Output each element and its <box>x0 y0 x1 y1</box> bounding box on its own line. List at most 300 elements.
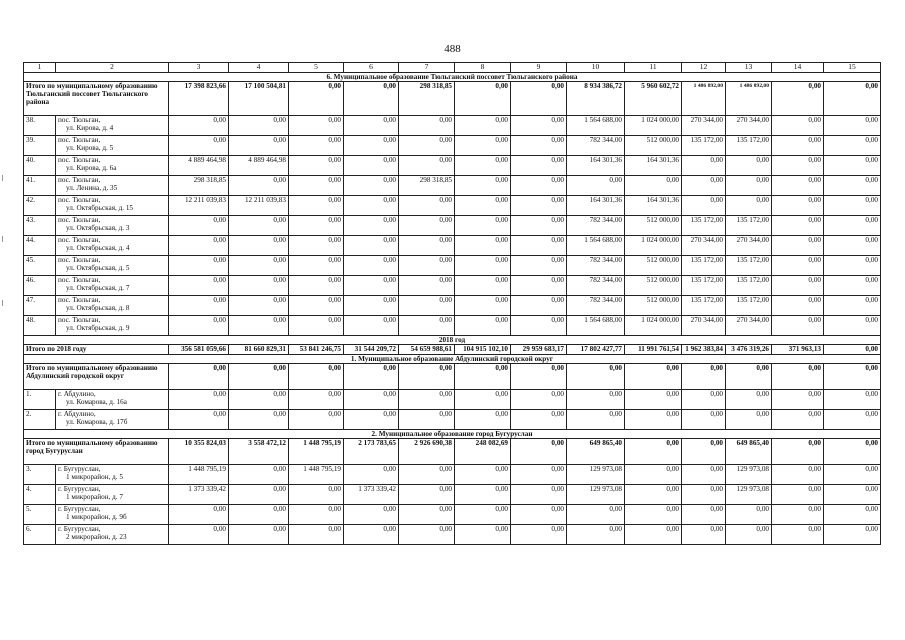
table-cell: 0,00 <box>229 364 289 390</box>
address-line: 2 микрорайон, д. 23 <box>66 533 127 541</box>
table-cell: 0,00 <box>824 216 881 236</box>
margin-mark <box>2 175 3 181</box>
table-cell: 0,00 <box>455 236 511 256</box>
table-cell: 0,00 <box>772 196 824 216</box>
row-index: 47. <box>24 296 56 316</box>
table-cell: 0,00 <box>682 390 726 410</box>
table-cell: 0,00 <box>682 196 726 216</box>
table-cell: 0,00 <box>824 410 881 430</box>
table-cell: 135 172,00 <box>682 296 726 316</box>
address-line: ул. Октябрьская, д. 9 <box>66 324 130 332</box>
row-index: 43. <box>24 216 56 236</box>
table-cell: 0,00 <box>824 136 881 156</box>
column-header: 13 <box>726 63 772 73</box>
table-cell: 164 301,36 <box>625 156 682 176</box>
table-cell: 0,00 <box>455 390 511 410</box>
table-cell: 0,00 <box>682 505 726 525</box>
table-cell: 0,00 <box>824 345 881 355</box>
table-cell: 0,00 <box>511 316 567 336</box>
table-cell: 0,00 <box>726 176 772 196</box>
table-cell: 0,00 <box>511 485 567 505</box>
table-cell: 0,00 <box>726 505 772 525</box>
table-cell: 0,00 <box>399 196 455 216</box>
table-cell: 0,00 <box>455 116 511 136</box>
table-cell: 0,00 <box>511 364 567 390</box>
table-cell: 5 960 602,72 <box>625 82 682 116</box>
table-cell: 512 000,00 <box>625 296 682 316</box>
year-header-row <box>24 336 881 345</box>
margin-mark <box>2 236 3 242</box>
table-cell: 0,00 <box>824 196 881 216</box>
table-cell: 0,00 <box>567 176 625 196</box>
table-cell: 0,00 <box>455 196 511 216</box>
table-cell: 248 082,69 <box>455 439 511 465</box>
table-cell: 1 448 795,19 <box>169 465 229 485</box>
address-line: пос. Тюльган, <box>58 296 101 304</box>
address-line: ул. Октябрьская, д. 15 <box>66 204 134 212</box>
table-cell: 0,00 <box>772 364 824 390</box>
table-cell: 1 962 383,84 <box>682 345 726 355</box>
table-cell: 164 301,36 <box>567 196 625 216</box>
table-cell: 512 000,00 <box>625 216 682 236</box>
table-cell: 0,00 <box>511 216 567 236</box>
table-cell: 135 172,00 <box>726 256 772 276</box>
table-cell: 1 373 339,42 <box>344 485 399 505</box>
table-cell: 17 398 823,66 <box>169 82 229 116</box>
table-cell: 0,00 <box>229 390 289 410</box>
table-row <box>24 236 881 256</box>
table-cell: 782 344,00 <box>567 296 625 316</box>
table-cell: 135 172,00 <box>682 256 726 276</box>
table-cell: 0,00 <box>824 525 881 545</box>
table-cell: 0,00 <box>399 505 455 525</box>
table-cell: 0,00 <box>772 216 824 236</box>
table-cell: 1 024 000,00 <box>625 316 682 336</box>
table-row <box>24 296 881 316</box>
table-cell: 1 564 688,00 <box>567 236 625 256</box>
table-row <box>24 156 881 176</box>
table-cell: 0,00 <box>772 82 824 116</box>
table-cell: 135 172,00 <box>682 216 726 236</box>
table-cell: 0,00 <box>511 236 567 256</box>
table-cell: 0,00 <box>511 439 567 465</box>
table-cell: 0,00 <box>824 296 881 316</box>
table-cell: 512 000,00 <box>625 256 682 276</box>
row-index: 39. <box>24 136 56 156</box>
total-label: Итого по муниципальному образованию город Бугуруслан <box>24 439 169 465</box>
table-cell: 270 344,00 <box>682 316 726 336</box>
table-cell: 1 486 892,00 <box>682 82 726 116</box>
address-line: г. Бугуруслан, <box>58 465 101 473</box>
table-cell: 1 564 688,00 <box>567 316 625 336</box>
table-cell: 0,00 <box>169 525 229 545</box>
table-cell: 81 660 829,31 <box>229 345 289 355</box>
table-row <box>24 116 881 136</box>
row-index: 38. <box>24 116 56 136</box>
total-label: Итого по муниципальному образованию Абдулинский городской округ <box>24 364 169 390</box>
table-cell: 0,00 <box>289 525 344 545</box>
table-row <box>24 525 881 545</box>
table-cell: 782 344,00 <box>567 136 625 156</box>
address-line: пос. Тюльган, <box>58 136 101 144</box>
table-cell: 129 973,08 <box>567 465 625 485</box>
row-address <box>56 410 169 430</box>
table-cell: 0,00 <box>399 465 455 485</box>
table-cell: 0,00 <box>289 176 344 196</box>
table-row <box>24 390 881 410</box>
address-line: 1 микрорайон, д. 7 <box>66 493 123 501</box>
table-row <box>24 505 881 525</box>
address-line: г. Абдулино, <box>58 390 96 398</box>
table-cell: 0,00 <box>682 410 726 430</box>
table-cell: 0,00 <box>344 176 399 196</box>
table-cell: 0,00 <box>399 364 455 390</box>
municipality-total-row <box>24 439 881 465</box>
table-cell: 0,00 <box>289 236 344 256</box>
table-cell: 0,00 <box>344 465 399 485</box>
table-cell: 0,00 <box>344 216 399 236</box>
row-address <box>56 116 169 136</box>
table-cell: 0,00 <box>344 410 399 430</box>
column-header: 14 <box>772 63 824 73</box>
column-header: 6 <box>344 63 399 73</box>
address-line: г. Абдулино, <box>58 410 96 418</box>
table-cell: 3 558 472,12 <box>229 439 289 465</box>
address-line: ул. Ленина, д. 35 <box>66 184 118 192</box>
table-cell: 0,00 <box>399 236 455 256</box>
table-cell: 29 959 683,17 <box>511 345 567 355</box>
table-cell: 0,00 <box>169 505 229 525</box>
total-label: Итого по 2018 году <box>24 345 169 355</box>
table-cell: 0,00 <box>399 296 455 316</box>
table-cell: 0,00 <box>772 525 824 545</box>
table-cell: 1 564 688,00 <box>567 116 625 136</box>
table-cell: 0,00 <box>511 465 567 485</box>
table-cell: 0,00 <box>169 276 229 296</box>
table-cell: 371 963,13 <box>772 345 824 355</box>
table-cell: 0,00 <box>289 216 344 236</box>
table-cell: 0,00 <box>455 176 511 196</box>
table-cell: 135 172,00 <box>682 276 726 296</box>
table-cell: 0,00 <box>455 525 511 545</box>
table-cell: 0,00 <box>344 116 399 136</box>
table-cell: 0,00 <box>289 296 344 316</box>
table-cell: 0,00 <box>455 364 511 390</box>
table-cell: 0,00 <box>399 276 455 296</box>
table-row <box>24 410 881 430</box>
row-index: 40. <box>24 156 56 176</box>
table-cell: 298 318,85 <box>169 176 229 196</box>
address-line: ул. Октябрьская, д. 7 <box>66 284 130 292</box>
table-cell: 0,00 <box>455 82 511 116</box>
table-cell: 1 448 795,19 <box>289 439 344 465</box>
table-cell: 0,00 <box>229 236 289 256</box>
table-cell: 0,00 <box>682 439 726 465</box>
table-cell: 0,00 <box>169 316 229 336</box>
address-line: пос. Тюльган, <box>58 196 101 204</box>
row-address <box>56 525 169 545</box>
table-cell: 0,00 <box>772 296 824 316</box>
table-cell: 0,00 <box>399 216 455 236</box>
table-cell: 298 318,85 <box>399 176 455 196</box>
table-cell: 104 915 102,10 <box>455 345 511 355</box>
table-cell: 512 000,00 <box>625 276 682 296</box>
table-cell: 0,00 <box>824 364 881 390</box>
table-cell: 0,00 <box>399 256 455 276</box>
table-cell: 31 544 209,72 <box>344 345 399 355</box>
address-line: пос. Тюльган, <box>58 236 101 244</box>
table-cell: 782 344,00 <box>567 216 625 236</box>
table-cell: 0,00 <box>772 136 824 156</box>
table-cell: 0,00 <box>824 390 881 410</box>
table-cell: 0,00 <box>772 439 824 465</box>
table-cell: 0,00 <box>169 216 229 236</box>
table-cell: 53 841 246,75 <box>289 345 344 355</box>
table-cell: 0,00 <box>344 364 399 390</box>
table-cell: 0,00 <box>169 390 229 410</box>
column-number-row <box>24 63 881 73</box>
row-address <box>56 316 169 336</box>
table-cell: 0,00 <box>289 156 344 176</box>
table-cell: 0,00 <box>511 390 567 410</box>
address-line: ул. Кирова, д. 6а <box>66 164 117 172</box>
table-cell: 0,00 <box>344 82 399 116</box>
row-index: 4. <box>24 485 56 505</box>
municipality-total-row <box>24 82 881 116</box>
section-title: 1. Муниципальное образование Абдулинский городской округ <box>24 355 881 364</box>
table-cell: 0,00 <box>625 525 682 545</box>
row-address <box>56 485 169 505</box>
table-cell: 0,00 <box>344 296 399 316</box>
address-line: ул. Октябрьская, д. 4 <box>66 244 130 252</box>
table-cell: 0,00 <box>229 136 289 156</box>
table-cell: 1 373 339,42 <box>169 485 229 505</box>
table-cell: 0,00 <box>344 505 399 525</box>
row-index: 42. <box>24 196 56 216</box>
table-cell: 0,00 <box>625 410 682 430</box>
table-cell: 0,00 <box>229 465 289 485</box>
table-row <box>24 176 881 196</box>
table-cell: 0,00 <box>824 156 881 176</box>
section-header-row <box>24 73 881 82</box>
table-cell: 0,00 <box>455 136 511 156</box>
table-row <box>24 465 881 485</box>
address-line: ул. Комарова, д. 17б <box>66 418 128 426</box>
table-cell: 0,00 <box>229 296 289 316</box>
table-cell: 10 355 824,03 <box>169 439 229 465</box>
table-cell: 0,00 <box>726 410 772 430</box>
table-cell: 0,00 <box>567 364 625 390</box>
address-line: пос. Тюльган, <box>58 176 101 184</box>
row-address <box>56 156 169 176</box>
table-cell: 0,00 <box>772 485 824 505</box>
table-cell: 0,00 <box>625 505 682 525</box>
table-cell: 0,00 <box>289 196 344 216</box>
table-cell: 298 318,85 <box>399 82 455 116</box>
table-cell: 0,00 <box>169 296 229 316</box>
table-cell: 0,00 <box>511 410 567 430</box>
table-cell: 1 448 795,19 <box>289 465 344 485</box>
table-cell: 0,00 <box>229 116 289 136</box>
table-cell: 0,00 <box>399 136 455 156</box>
table-cell: 164 301,36 <box>625 196 682 216</box>
table-cell: 0,00 <box>169 136 229 156</box>
table-cell: 0,00 <box>682 525 726 545</box>
table-cell: 0,00 <box>567 410 625 430</box>
table-cell: 164 301,36 <box>567 156 625 176</box>
row-index: 46. <box>24 276 56 296</box>
table-cell: 0,00 <box>772 505 824 525</box>
table-cell: 0,00 <box>289 485 344 505</box>
table-cell: 1 024 000,00 <box>625 116 682 136</box>
address-line: ул. Комарова, д. 16а <box>66 398 127 406</box>
budget-table <box>23 62 881 545</box>
table-cell: 0,00 <box>726 196 772 216</box>
table-cell: 0,00 <box>625 485 682 505</box>
row-address <box>56 136 169 156</box>
column-header: 12 <box>682 63 726 73</box>
address-line: ул. Октябрьская, д. 3 <box>66 224 130 232</box>
table-cell: 0,00 <box>455 216 511 236</box>
table-cell: 0,00 <box>726 364 772 390</box>
column-header: 15 <box>824 63 881 73</box>
address-line: пос. Тюльган, <box>58 276 101 284</box>
table-cell: 270 344,00 <box>682 236 726 256</box>
total-label: Итого по муниципальному образованию Тюльганский поссовет Тюльганского района <box>24 82 169 116</box>
column-header: 7 <box>399 63 455 73</box>
table-cell: 0,00 <box>824 465 881 485</box>
table-cell: 0,00 <box>625 176 682 196</box>
section-header-row <box>24 430 881 439</box>
table-cell: 0,00 <box>229 216 289 236</box>
table-cell: 782 344,00 <box>567 276 625 296</box>
address-line: пос. Тюльган, <box>58 116 101 124</box>
table-cell: 0,00 <box>455 316 511 336</box>
column-header: 11 <box>625 63 682 73</box>
table-cell: 356 581 059,66 <box>169 345 229 355</box>
section-title: 2. Муниципальное образование город Бугуруслан <box>24 430 881 439</box>
table-cell: 0,00 <box>772 256 824 276</box>
table-cell: 0,00 <box>399 316 455 336</box>
address-line: ул. Октябрьская, д. 8 <box>66 304 130 312</box>
table-cell: 0,00 <box>455 276 511 296</box>
row-address <box>56 176 169 196</box>
table-cell: 12 211 039,83 <box>229 196 289 216</box>
row-address <box>56 236 169 256</box>
row-index: 41. <box>24 176 56 196</box>
row-index: 3. <box>24 465 56 485</box>
table-cell: 135 172,00 <box>726 216 772 236</box>
table-cell: 649 865,40 <box>726 439 772 465</box>
table-cell: 135 172,00 <box>726 276 772 296</box>
row-address <box>56 296 169 316</box>
table-cell: 0,00 <box>289 364 344 390</box>
table-cell: 0,00 <box>399 390 455 410</box>
table-cell: 0,00 <box>824 256 881 276</box>
table-cell: 129 973,08 <box>726 465 772 485</box>
table-cell: 0,00 <box>289 276 344 296</box>
table-cell: 649 865,40 <box>567 439 625 465</box>
table-cell: 0,00 <box>625 439 682 465</box>
row-index: 45. <box>24 256 56 276</box>
table-cell: 0,00 <box>511 116 567 136</box>
table-cell: 0,00 <box>289 390 344 410</box>
table-cell: 0,00 <box>511 276 567 296</box>
table-cell: 0,00 <box>455 505 511 525</box>
section-header-row <box>24 355 881 364</box>
table-cell: 0,00 <box>511 525 567 545</box>
table-cell: 4 889 464,98 <box>169 156 229 176</box>
address-line: пос. Тюльган, <box>58 216 101 224</box>
table-cell: 0,00 <box>289 316 344 336</box>
table-cell: 270 344,00 <box>682 116 726 136</box>
row-index: 48. <box>24 316 56 336</box>
table-cell: 0,00 <box>344 156 399 176</box>
table-cell: 0,00 <box>229 176 289 196</box>
table-row <box>24 136 881 156</box>
page-number: 488 <box>444 43 461 55</box>
table-cell: 270 344,00 <box>726 116 772 136</box>
column-header: 1 <box>24 63 56 73</box>
table-cell: 0,00 <box>772 316 824 336</box>
table-cell: 129 973,08 <box>567 485 625 505</box>
table-cell: 0,00 <box>289 505 344 525</box>
table-cell: 0,00 <box>772 236 824 256</box>
table-cell: 0,00 <box>824 505 881 525</box>
table-cell: 0,00 <box>682 485 726 505</box>
row-address <box>56 276 169 296</box>
table-cell: 0,00 <box>625 465 682 485</box>
table-cell: 2 173 783,65 <box>344 439 399 465</box>
table-cell: 0,00 <box>399 525 455 545</box>
table-cell: 0,00 <box>289 136 344 156</box>
table-cell: 0,00 <box>455 256 511 276</box>
table-cell: 12 211 039,83 <box>169 196 229 216</box>
column-header: 4 <box>229 63 289 73</box>
table-cell: 0,00 <box>289 82 344 116</box>
table-cell: 0,00 <box>682 364 726 390</box>
address-line: 1 микрорайон, д. 9б <box>66 513 127 521</box>
table-cell: 0,00 <box>399 156 455 176</box>
table-cell: 3 476 319,26 <box>726 345 772 355</box>
table-cell: 0,00 <box>511 156 567 176</box>
table-cell: 0,00 <box>169 236 229 256</box>
table-cell: 0,00 <box>399 116 455 136</box>
table-cell: 1 486 892,00 <box>726 82 772 116</box>
table-cell: 8 934 386,72 <box>567 82 625 116</box>
table-cell: 0,00 <box>567 525 625 545</box>
table-cell: 129 973,08 <box>726 485 772 505</box>
table-cell: 0,00 <box>772 116 824 136</box>
table-cell: 2 926 690,38 <box>399 439 455 465</box>
row-address <box>56 196 169 216</box>
address-line: ул. Октябрьская, д. 5 <box>66 264 130 272</box>
table-cell: 0,00 <box>772 390 824 410</box>
table-cell: 135 172,00 <box>726 136 772 156</box>
table-cell: 17 802 427,77 <box>567 345 625 355</box>
table-cell: 0,00 <box>455 485 511 505</box>
table-cell: 0,00 <box>824 176 881 196</box>
table-cell: 0,00 <box>229 316 289 336</box>
table-cell: 0,00 <box>824 276 881 296</box>
table-cell: 0,00 <box>344 236 399 256</box>
table-cell: 0,00 <box>824 236 881 256</box>
table-cell: 0,00 <box>169 410 229 430</box>
table-cell: 0,00 <box>229 410 289 430</box>
table-cell: 0,00 <box>169 256 229 276</box>
table-cell: 0,00 <box>455 410 511 430</box>
table-cell: 0,00 <box>455 156 511 176</box>
